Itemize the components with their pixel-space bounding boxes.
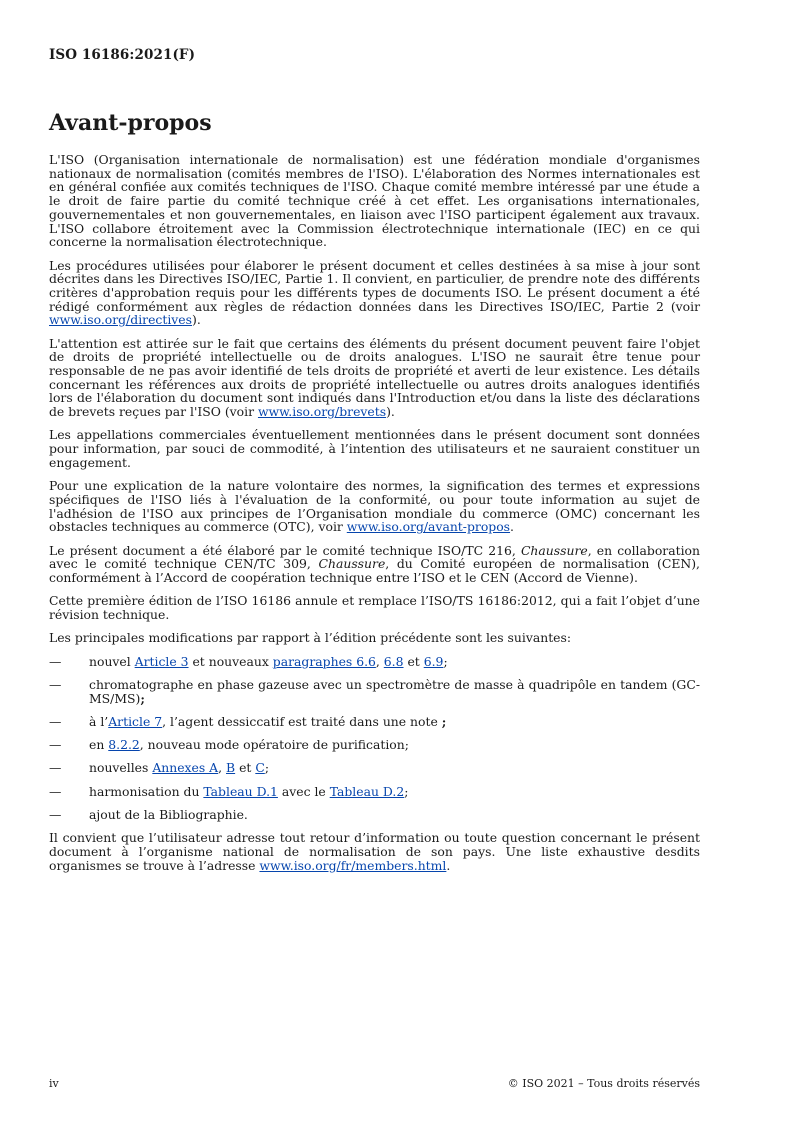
article-3-link[interactable]: Article 3 bbox=[134, 653, 189, 669]
list-item bbox=[49, 808, 700, 822]
paragraph-feedback bbox=[49, 831, 700, 872]
list-text: harmonisation du bbox=[89, 783, 204, 799]
paragraph-patents bbox=[49, 337, 700, 419]
paragraph-edition: Cette première édition de l’ISO 16186 annule et remplace l’ISO/TS 16186:2012, qui a fait l’objet d’une révision technique. bbox=[49, 593, 700, 622]
paragraph-procedures bbox=[49, 259, 700, 328]
page-number: iv bbox=[49, 1077, 59, 1090]
foreword-link[interactable]: www.iso.org/avant-propos bbox=[346, 519, 511, 535]
annex-a-link[interactable]: Annexes A bbox=[152, 760, 219, 776]
paragraph-committee bbox=[49, 544, 700, 585]
list-text: avec le bbox=[277, 783, 330, 799]
list-text: à l’ bbox=[89, 713, 109, 729]
list-item bbox=[49, 715, 700, 729]
copyright-notice: © ISO 2021 – Tous droits réservés bbox=[507, 1077, 700, 1090]
foreword-body bbox=[49, 153, 700, 872]
list-text: nouvel bbox=[89, 653, 135, 669]
committee-title: Chaussure bbox=[318, 556, 386, 572]
dash-marker: — bbox=[49, 713, 62, 729]
paragraph-text: L'attention est attirée sur le fait que certains des éléments du présent document peuvent faire l'objet de droits de propriété intellectuelle ou de droits analogues. L'ISO ne saurait être tenue pour responsable de ne pas avoir identifié de tels droits de propriété et averti de leur existence. Les détails concernant les références aux droits de propriété intellectuelle ou autres droits analogues identifiés lors de l'élaboration du document sont indiqués dans l'Introduction et/ou dans la liste des déclarations de brevets reçues par l'ISO (voir bbox=[49, 335, 700, 420]
dash-marker: — bbox=[49, 807, 62, 823]
table-d1-link[interactable]: Tableau D.1 bbox=[203, 783, 278, 799]
list-text: nouvelles bbox=[89, 760, 153, 776]
list-text: , bbox=[375, 653, 384, 669]
list-text: en bbox=[89, 737, 109, 753]
list-text: , bbox=[218, 760, 227, 776]
list-text: et nouveaux bbox=[188, 653, 273, 669]
section-title: Avant-propos bbox=[49, 110, 212, 136]
dash-marker: — bbox=[49, 653, 62, 669]
dash-marker: — bbox=[49, 783, 62, 799]
paragraph-text: , du Comité européen de normalisation (CEN), conformément à l’Accord de coopération technique entre l’ISO et le CEN (Accord de Vienne). bbox=[49, 556, 700, 585]
paragraph-text: Pour une explication de la nature volontaire des normes, la signification des termes et expressions spécifiques de l'ISO liés à l'évaluation de la conformité, ou pour toute information au sujet de l'adhésion de l'ISO aux principes de l’Organisation mondiale du commerce (OMC) concernant les obstacles techniques au commerce (OTC), voir bbox=[49, 478, 700, 535]
members-link[interactable]: www.iso.org/fr/members.html bbox=[259, 857, 447, 873]
paragraph-text: Les procédures utilisées pour élaborer le présent document et celles destinées à sa mise à jour sont décrites dans les Directives ISO/IEC, Partie 1. Il convient, en particulier, de prendre note des différents critères d'approbation requis pour les différents types de documents ISO. Le présent document a été rédigé conformément aux règles de rédaction données dans les Directives ISO/IEC, Partie 2 (voir bbox=[49, 257, 700, 314]
list-text: ; bbox=[140, 690, 145, 706]
table-d2-link[interactable]: Tableau D.2 bbox=[329, 783, 405, 799]
list-item bbox=[49, 678, 700, 705]
paragraph-6-9-link[interactable]: 6.9 bbox=[423, 653, 444, 669]
paragraph-text: , en collaboration avec le comité technique CEN/TC 309, bbox=[49, 542, 700, 572]
list-item bbox=[49, 785, 700, 799]
paragraph-end: . bbox=[446, 857, 451, 873]
paragraph-iso-intro: L'ISO (Organisation internationale de normalisation) est une fédération mondiale d'organismes nationaux de normalisation (comités membres de l'ISO). L'élaboration des Normes internationales est en général confiée aux comités techniques de l'ISO. Chaque comité membre intéressé par une étude a le droit de faire partie du comité technique créé à cet effet. Les organisations internationales, gouvernementales et non gouvernementales, en liaison avec l'ISO participent également aux travaux. L'ISO collabore étroitement avec la Commission électrotechnique internationale (IEC) en ce qui concerne la normalisation électrotechnique. bbox=[49, 152, 700, 250]
committee-title: Chaussure bbox=[520, 542, 588, 558]
paragraph-text: Le présent document a été élaboré par le comité technique ISO/TC 216, bbox=[49, 542, 521, 558]
list-text: ; bbox=[443, 653, 448, 669]
list-text: ; bbox=[264, 760, 269, 776]
subclause-8-2-2-link[interactable]: 8.2.2 bbox=[108, 737, 140, 753]
list-text: et bbox=[235, 760, 256, 776]
paragraph-6-8-link[interactable]: 6.8 bbox=[383, 653, 404, 669]
patents-link[interactable]: www.iso.org/brevets bbox=[257, 404, 387, 420]
paragraph-voluntary-nature bbox=[49, 479, 700, 534]
paragraph-end: ). bbox=[192, 312, 201, 328]
list-item bbox=[49, 738, 700, 752]
paragraph-end: ). bbox=[386, 404, 395, 420]
directives-link[interactable]: www.iso.org/directives bbox=[49, 312, 192, 328]
list-text: , l’agent dessiccatif est traité dans une note bbox=[162, 713, 442, 729]
paragraph-text: Il convient que l’utilisateur adresse tout retour d’information ou toute question concernant le présent document à l’organisme national de normalisation de son pays. Une liste exhaustive desdits organismes se trouve à l’adresse bbox=[49, 830, 700, 873]
list-text: ; bbox=[404, 783, 409, 799]
dash-marker: — bbox=[49, 737, 62, 753]
list-text: chromatographe en phase gazeuse avec un spectromètre de masse à quadripôle en tandem (GC-MS/MS) bbox=[89, 676, 700, 706]
paragraph-6-6-link[interactable]: paragraphes 6.6 bbox=[272, 653, 376, 669]
paragraph-end: . bbox=[510, 519, 514, 535]
list-text: ; bbox=[441, 713, 447, 729]
paragraph-trade-names: Les appellations commerciales éventuellement mentionnées dans le présent document sont données pour information, par souci de commodité, à l’intention des utilisateurs et ne sauraient constituer un engagement. bbox=[49, 427, 700, 470]
dash-marker: — bbox=[49, 676, 62, 692]
dash-marker: — bbox=[49, 760, 62, 776]
paragraph-changes-intro: Les principales modifications par rapport à l’édition précédente sont les suivantes: bbox=[49, 630, 572, 646]
list-text: et bbox=[403, 653, 424, 669]
article-7-link[interactable]: Article 7 bbox=[108, 713, 163, 729]
annex-c-link[interactable]: C bbox=[255, 760, 265, 776]
document-id-header: ISO 16186:2021(F) bbox=[49, 47, 196, 63]
list-item bbox=[49, 761, 700, 775]
changes-list bbox=[49, 655, 700, 822]
list-text: ajout de la Bibliographie. bbox=[89, 807, 248, 823]
list-text: , nouveau mode opératoire de purification; bbox=[139, 737, 409, 753]
list-item bbox=[49, 655, 700, 669]
annex-b-link[interactable]: B bbox=[226, 760, 236, 776]
